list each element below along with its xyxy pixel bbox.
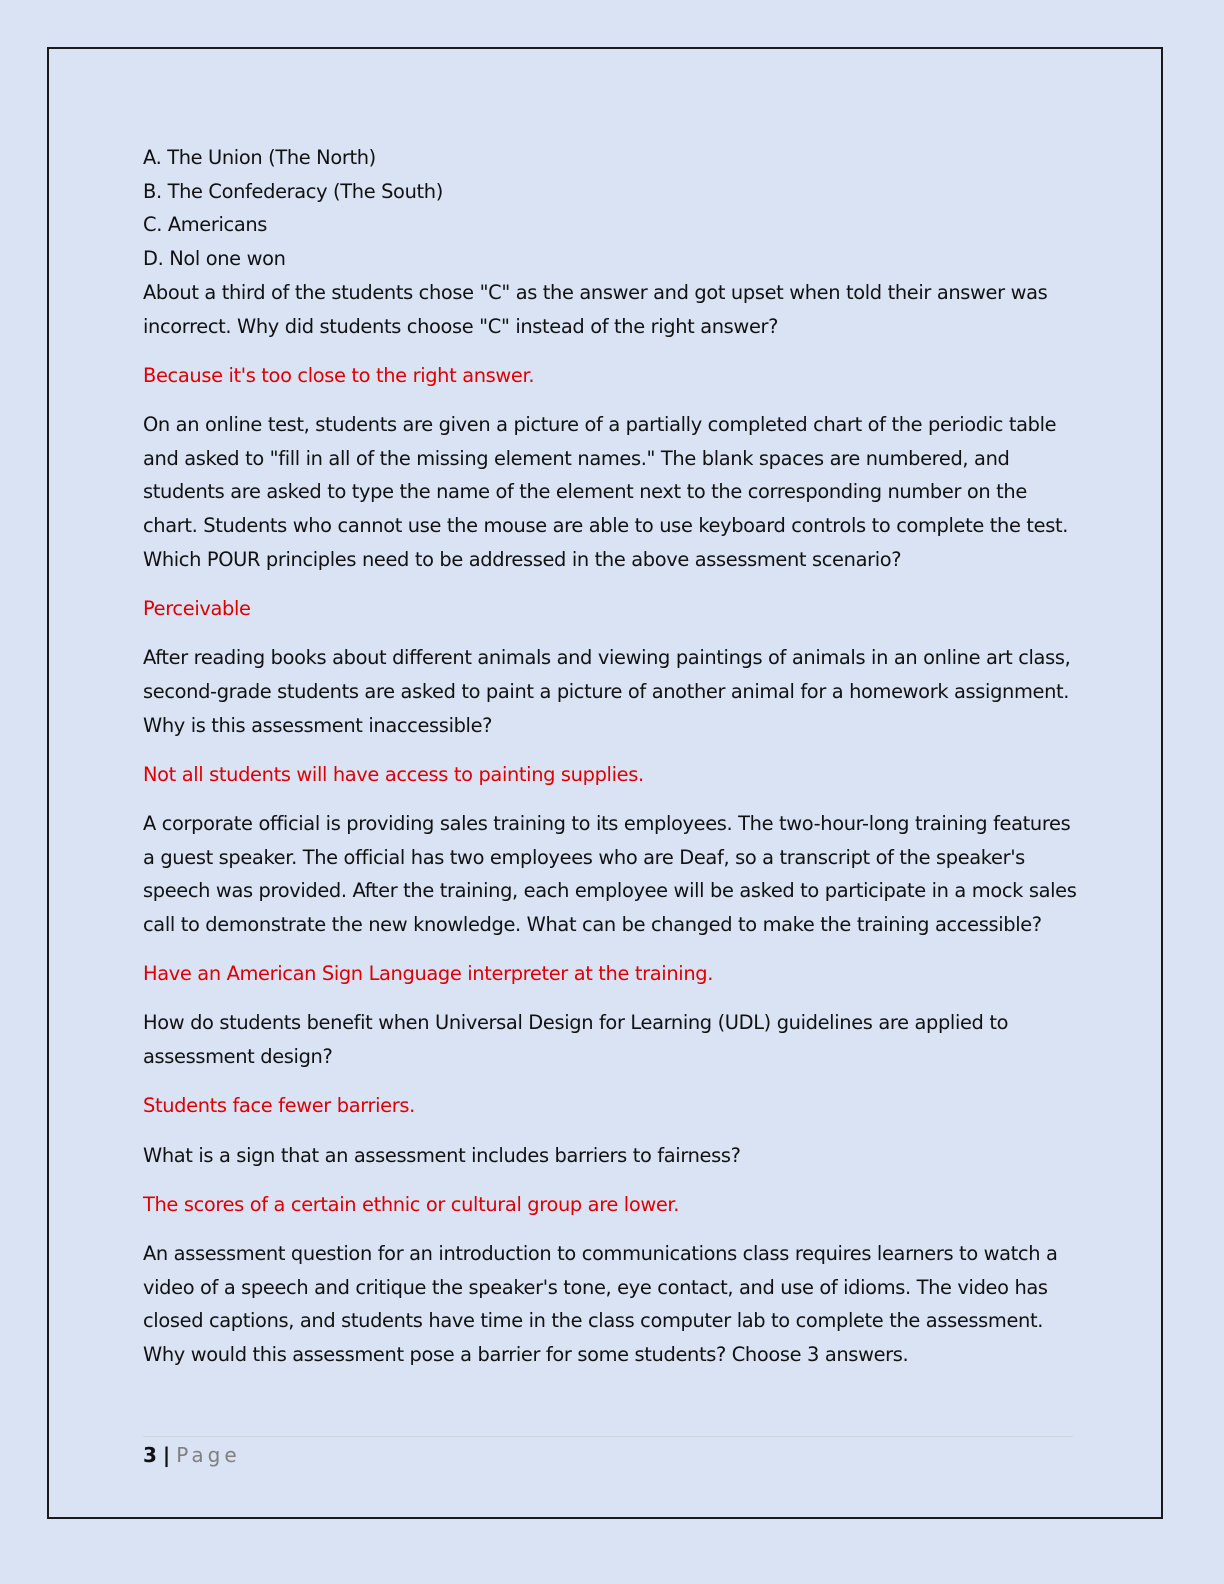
option-c: C. Americans [143, 213, 268, 237]
question-2: On an online test, students are given a picture of a partially completed chart of the periodic table and asked to "fill in all of the missing element names." The blank spaces are numbered, and students are asked to type the name of the element next to the corresponding number on the chart. Students who cannot use the mouse are able to use keyboard controls to complete the test. Which POUR principles need to be addressed in the above assessment scenario? [143, 412, 1069, 571]
page-number: 3 [143, 1443, 157, 1467]
footer-separator: | [162, 1443, 171, 1467]
document-body [143, 141, 1078, 1372]
question-4: A corporate official is providing sales training to its employees. The two-hour-long training features a guest speaker. The official has two employees who are Deaf, so a transcript of the speaker's speech was provided. After the training, each employee will be asked to participate in a mock sales call to demonstrate the new knowledge. What can be changed to make the training accessible? [143, 811, 1077, 937]
option-b: B. The Confederacy (The South) [143, 179, 443, 203]
answer-2: Perceivable [143, 596, 251, 620]
question-3: After reading books about different animals and viewing paintings of animals in an online art class, second-grade students are asked to paint a picture of another animal for a homework assignment. Why is this assessment inaccessible? [143, 646, 1071, 737]
question-6: What is a sign that an assessment includes barriers to fairness? [143, 1143, 741, 1167]
page-footer [143, 1436, 1073, 1469]
answer-1: Because it's too close to the right answer. [143, 363, 535, 387]
answer-6: The scores of a certain ethnic or cultural group are lower. [143, 1192, 680, 1216]
option-d: D. Nol one won [143, 247, 286, 271]
answer-4: Have an American Sign Language interpreter at the training. [143, 962, 714, 986]
answer-5: Students face fewer barriers. [143, 1094, 415, 1118]
answer-3: Not all students will have access to painting supplies. [143, 762, 644, 786]
option-a: A. The Union (The North) [143, 146, 376, 169]
page-label: Page [176, 1443, 241, 1467]
question-5: How do students benefit when Universal Design for Learning (UDL) guidelines are applied to assessment design? [143, 1011, 1009, 1069]
question-1: About a third of the students chose "C" as the answer and got upset when told their answer was incorrect. Why did students choose "C" instead of the right answer? [143, 280, 1048, 338]
question-7: An assessment question for an introduction to communications class requires learners to watch a video of a speech and critique the speaker's tone, eye contact, and use of idioms. The video has closed captions, and students have time in the class computer lab to complete the assessment. Why would this assessment pose a barrier for some students? Choose 3 answers. [143, 1241, 1058, 1367]
